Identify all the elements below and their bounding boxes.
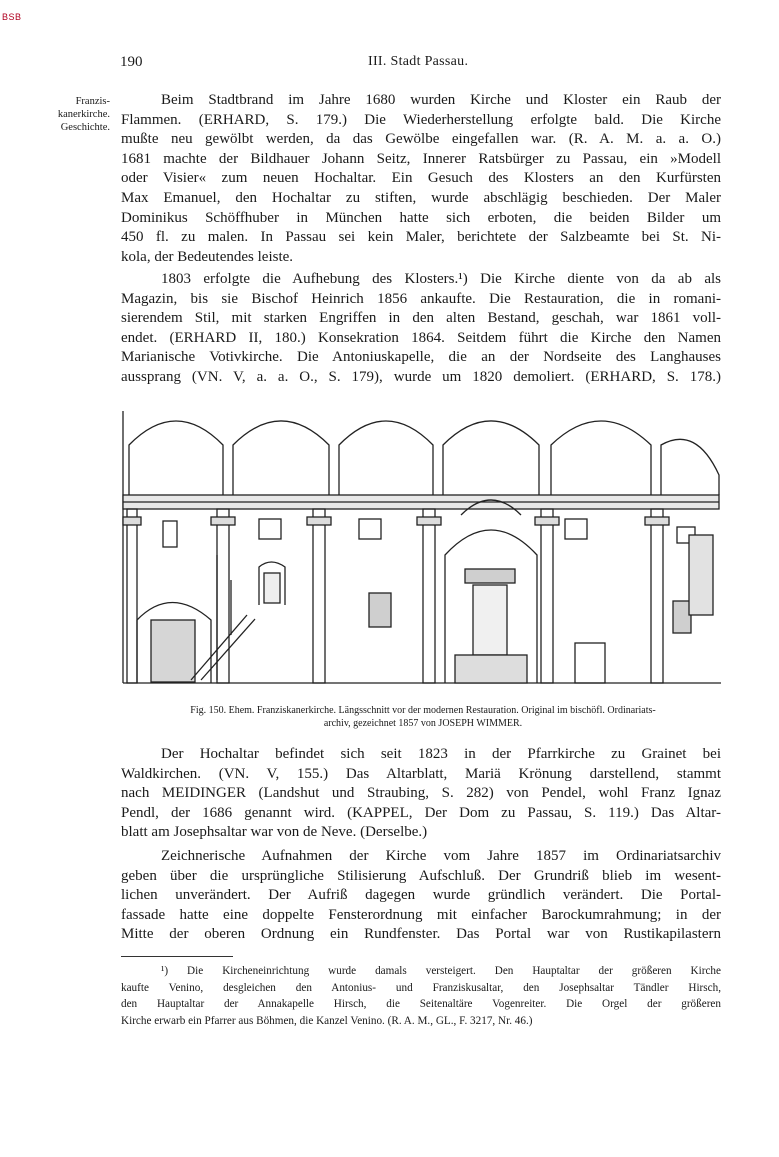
text-line: Mitte der oberen Ordnung ein Rundfenster. Das Portal war von Rustikapilastern	[121, 926, 721, 943]
paragraph-2	[121, 270, 721, 388]
text-line: blatt am Josephsaltar war von de Neve. (Derselbe.)	[121, 824, 428, 841]
text-line: lichen unverändert. Der Aufriß dagegen wurde gründlich verändert. Die Portal-	[121, 887, 721, 904]
text-line: nach MEIDINGER (Landshut und Straubing, S. 282) von Pendel, wohl Franz Ignaz	[121, 785, 721, 802]
text-line: fassade hatte eine doppelte Fensterordnung mit einfacher Barockumrahmung; in der	[121, 906, 721, 923]
text-line: Pendl, der 1686 genannt wird. (KAPPEL, Der Dom zu Passau, S. 119.) Das Altar-	[121, 804, 721, 821]
text-line: 1681 machte der Bildhauer Johann Seitz, Innerer Ratsbürger zu Passau, ein »Modell	[121, 150, 721, 167]
paragraph-1	[121, 91, 721, 267]
caption-line: archiv, gezeichnet 1857 von JOSEPH WIMMER.	[323, 718, 523, 729]
text-line: Magazin, bis sie Bischof Heinrich 1856 ankaufte. Die Restauration, die in romani-	[121, 290, 721, 307]
page-number: 190	[120, 54, 143, 70]
text-line: Max Emanuel, den Hochaltar zu stiften, wurde abschlägig beschieden. Der Maler	[121, 189, 721, 206]
text-line: kola, der Bedeutendes leiste.	[121, 248, 294, 265]
text-line: Der Hochaltar befindet sich seit 1823 in der Pfarrkirche zu Grainet bei	[161, 746, 721, 762]
text-line: Marianische Votivkirche. Die Antoniuskapelle, die an der Nordseite des Langhauses	[121, 349, 721, 366]
margin-note	[10, 95, 110, 134]
footnote	[121, 963, 721, 1029]
footnote-line: Kirche erwarb ein Pfarrer aus Böhmen, die Kanzel Venino. (R. A. M., GL., F. 3217, Nr. 46.)	[121, 1014, 533, 1027]
text-line: Dominikus Schöffhuber in München hatte sich erboten, die beiden Bilder um	[121, 209, 721, 226]
margin-note-line: kanerkirche.	[57, 109, 110, 120]
text-line: sierendem Stil, mit starken Engriffen in den alten Bestand, geschah, war 1861 voll-	[121, 310, 721, 327]
margin-note-line: Geschichte.	[60, 122, 110, 133]
text-line: geben über die ursprüngliche Stilisierung Aufschluß. Der Grundriß blieb im wesent-	[121, 867, 721, 884]
text-line: Waldkirchen. (VN. V, 155.) Das Altarblatt, Mariä Krönung darstellend, stammt	[121, 765, 721, 782]
text-line: 1803 erfolgte die Aufhebung des Klosters.¹) Die Kirche diente von da ab als	[161, 271, 721, 287]
text-line: Beim Stadtbrand im Jahre 1680 wurden Kirche und Kloster ein Raub der	[161, 92, 721, 108]
running-head: III. Stadt Passau.	[368, 54, 469, 69]
library-stamp: BSB	[2, 12, 22, 22]
figure-caption	[128, 704, 718, 730]
text-line: 450 fl. zu malen. In Passau sei kein Maler, berichtete der Salzbeamte bei St. Ni-	[121, 229, 721, 246]
text-line: mußte neu gewölbt werden, da das Gewölbe eingefallen war. (R. A. M. a. a. O.)	[121, 131, 721, 148]
text-line: aussprang (VN. V, a. a. O., S. 179), wurde um 1820 demoliert. (ERHARD, S. 178.)	[121, 368, 721, 385]
footnote-line: ¹) Die Kircheneinrichtung wurde damals versteigert. Den Hauptaltar der größeren Kirche	[161, 965, 721, 977]
margin-note-line: Franzis-	[75, 96, 110, 107]
church-section-drawing	[121, 405, 723, 685]
text-line: endet. (ERHARD II, 180.) Konsekration 1864. Seitdem führt die Kirche den Namen	[121, 329, 721, 346]
text-line: Flammen. (ERHARD, S. 179.) Die Wiederherstellung erfolgte bald. Die Kirche	[121, 111, 721, 128]
text-line: Zeichnerische Aufnahmen der Kirche vom Jahre 1857 im Ordinariatsarchiv	[161, 848, 721, 864]
footnote-rule	[121, 956, 233, 957]
footnote-line: den Hauptaltar der Annakapelle Hirsch, die Seitenaltäre Vogenreiter. Die Orgel der größeren	[121, 998, 721, 1010]
caption-line: Fig. 150. Ehem. Franziskanerkirche. Längsschnitt vor der modernen Restauration. Original im bischöfl. Ordinariats-	[190, 705, 656, 716]
paragraph-3	[121, 745, 721, 843]
paragraph-4	[121, 847, 721, 945]
text-line: oder Visier« zum neuen Hochaltar. Ein Gesuch des Klosters an den Kurfürsten	[121, 170, 721, 187]
footnote-line: kaufte Venino, desgleichen den Antonius- und Franziskusaltar, den Josephsaltar Tändler Hirsch,	[121, 981, 721, 994]
